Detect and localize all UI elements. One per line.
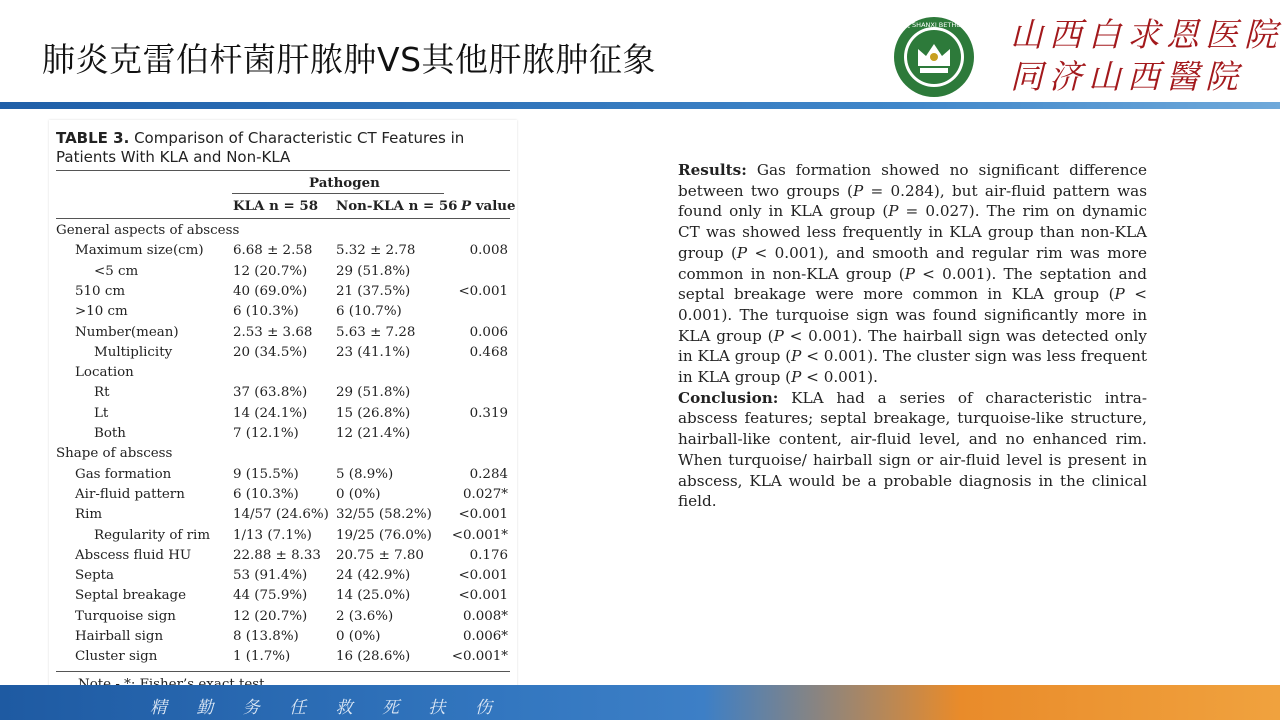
header-bottom-rule: [56, 218, 510, 219]
conclusion-text: KLA had a series of characteristic intra-abscess features; septal breakage, turquoise-like structure, hairball-like content, air-fluid level, and no enhanced rim. When turquoise/ hairball sign or air-fluid level is present in abscess, KLA would be a probable diagnosis in the clinical field.: [678, 388, 1147, 511]
table-row-label: Rim: [75, 507, 103, 523]
table-cell-kla: 9 (15.5%): [233, 466, 299, 482]
table-cell-nonkla: 6 (10.7%): [336, 304, 402, 320]
table-caption: [56, 129, 516, 167]
table-cell-nonkla: 0 (0%): [336, 486, 381, 502]
table-cell-kla: 2.53 ± 3.68: [233, 324, 313, 340]
table-row-label: Air-fluid pattern: [75, 486, 185, 502]
table-caption-text: Comparison of Characteristic CT Features in Patients With KLA and Non-KLA: [56, 129, 465, 166]
hospital-name: [1010, 14, 1283, 98]
table-row-label: Regularity of rim: [94, 527, 211, 543]
table-cell-p: 0.468: [469, 344, 508, 360]
table-row-label: 510 cm: [75, 283, 126, 299]
column-header: P value: [461, 198, 516, 214]
footer-motto: 精 勤 务 任 救 死 扶 伤: [150, 698, 504, 718]
table-row-label: Cluster sign: [75, 649, 158, 665]
table-cell-p: 0.008: [469, 243, 508, 259]
table-cell-kla: 44 (75.9%): [233, 588, 308, 604]
table-cell-nonkla: 14 (25.0%): [336, 588, 411, 604]
table-cell-p: 0.006*: [462, 629, 508, 644]
table-row-label: Hairball sign: [75, 629, 164, 644]
table-cell-nonkla: 5.63 ± 7.28: [336, 324, 416, 340]
table-cell-kla: 20 (34.5%): [233, 344, 308, 360]
table-cell-kla: 14 (24.1%): [233, 405, 308, 421]
conclusion-label: Conclusion:: [678, 388, 779, 407]
table-row-label: Shape of abscess: [56, 446, 173, 462]
table-row-label: Septa: [75, 568, 115, 584]
hospital-logo: [864, 16, 1004, 98]
table-cell-p: 0.319: [469, 405, 508, 421]
table-top-rule: [56, 170, 510, 171]
table-cell-p: <0.001: [458, 283, 508, 299]
table-cell-nonkla: 16 (28.6%): [336, 649, 411, 665]
table-cell-nonkla: 5 (8.9%): [336, 466, 394, 482]
column-header: KLA n = 58: [233, 198, 319, 214]
table-cell-nonkla: 32/55 (58.2%): [336, 507, 432, 523]
table-cell-nonkla: 19/25 (76.0%): [336, 527, 432, 543]
table-cell-nonkla: 24 (42.9%): [336, 568, 411, 584]
table-row-label: Turquoise sign: [75, 608, 176, 624]
table-cell-nonkla: 21 (37.5%): [336, 283, 411, 299]
table-cell-kla: 22.88 ± 8.33: [233, 547, 321, 563]
hospital-name-line-2: 同济山西醫院: [1010, 57, 1244, 96]
table-cell-kla: 40 (69.0%): [233, 283, 308, 299]
table-cell-p: 0.008*: [462, 608, 508, 624]
pathogen-rule: [232, 193, 444, 194]
table-cell-nonkla: 5.32 ± 2.78: [336, 243, 416, 259]
table-row-label: Abscess fluid HU: [75, 547, 192, 563]
table-row-label: Rt: [94, 385, 110, 401]
table-cell-nonkla: 20.75 ± 7.80: [336, 547, 424, 563]
table-row-label: >10 cm: [75, 304, 128, 320]
table-row-label: <5 cm: [94, 263, 139, 279]
table-cell-kla: 6 (10.3%): [233, 304, 299, 320]
table-row-label: Multiplicity: [94, 344, 173, 360]
table-cell-p: <0.001: [458, 588, 508, 604]
slide-title: 肺炎克雷伯杆菌肝脓肿VS其他肝脓肿征象: [42, 40, 657, 79]
table-bottom-rule: [56, 671, 510, 672]
logo-ring-text: 山西白求恩医院 SHANXI BETHUNE HOSPITAL: [864, 21, 1004, 29]
table-cell-kla: 1/13 (7.1%): [233, 527, 312, 543]
header-divider: [0, 102, 1280, 109]
table-cell-kla: 1 (1.7%): [233, 649, 291, 665]
table-cell-nonkla: 29 (51.8%): [336, 263, 411, 279]
table-cell-kla: 7 (12.1%): [233, 426, 299, 441]
table-cell-p: 0.284: [469, 466, 508, 482]
table-row-label: Lt: [94, 405, 109, 421]
table-cell-p: <0.001: [458, 568, 508, 584]
table-cell-kla: 12 (20.7%): [233, 608, 308, 624]
table-row-label: Location: [75, 365, 134, 381]
table-cell-kla: 14/57 (24.6%): [233, 507, 329, 523]
table-cell-p: <0.001*: [451, 649, 508, 665]
table-row-label: Gas formation: [75, 466, 172, 482]
table-row-label: General aspects of abscess: [56, 223, 240, 238]
table-cell-p: <0.001*: [451, 527, 508, 543]
column-header: Non-KLA n = 56: [336, 198, 458, 214]
table-row-label: Number(mean): [75, 324, 179, 340]
table-cell-nonkla: 12 (21.4%): [336, 426, 411, 441]
table-cell-kla: 8 (13.8%): [233, 629, 299, 644]
results-label: Results:: [678, 161, 747, 179]
table-cell-nonkla: 15 (26.8%): [336, 405, 411, 421]
table-cell-kla: 12 (20.7%): [233, 263, 308, 279]
table-cell-p: <0.001: [458, 507, 508, 523]
table-cell-kla: 6 (10.3%): [233, 486, 299, 502]
table-cell-p: 0.027*: [462, 486, 508, 502]
table-cell-nonkla: 23 (41.1%): [336, 344, 411, 360]
hospital-name-line-1: 山西白求恩医院: [1010, 15, 1283, 54]
table-cell-kla: 37 (63.8%): [233, 385, 308, 401]
pathogen-header: Pathogen: [309, 175, 380, 191]
table-cell-nonkla: 0 (0%): [336, 629, 381, 644]
results-text: Gas formation showed no significant difference between two groups (P = 0.284), but air-fluid pattern was found only in KLA group (P = 0.027). The rim on dynamic CT was showed less frequently in KLA group than non-KLA group (P < 0.001), and smooth and regular rim was more common in non-KLA group (P < 0.001). The septation and septal breakage were more common in KLA group (P < 0.001). The turquoise sign was found significantly more in KLA group (P < 0.001). The hairball sign was detected only in KLA group (P < 0.001). The cluster sign was less frequent in KLA group (P < 0.001).: [678, 161, 1148, 387]
abstract-text: [678, 160, 1147, 512]
table-caption-label: TABLE 3.: [56, 129, 130, 147]
table-cell-kla: 6.68 ± 2.58: [233, 243, 313, 259]
table-cell-nonkla: 29 (51.8%): [336, 385, 411, 401]
table-row-label: Both: [94, 426, 126, 441]
table-row-label: Maximum size(cm): [75, 243, 204, 259]
table-cell-p: 0.006: [469, 324, 508, 340]
table-cell-nonkla: 2 (3.6%): [336, 608, 394, 624]
table-cell-p: 0.176: [469, 547, 508, 563]
table-row-label: Septal breakage: [75, 588, 187, 604]
table-cell-kla: 53 (91.4%): [233, 568, 308, 584]
